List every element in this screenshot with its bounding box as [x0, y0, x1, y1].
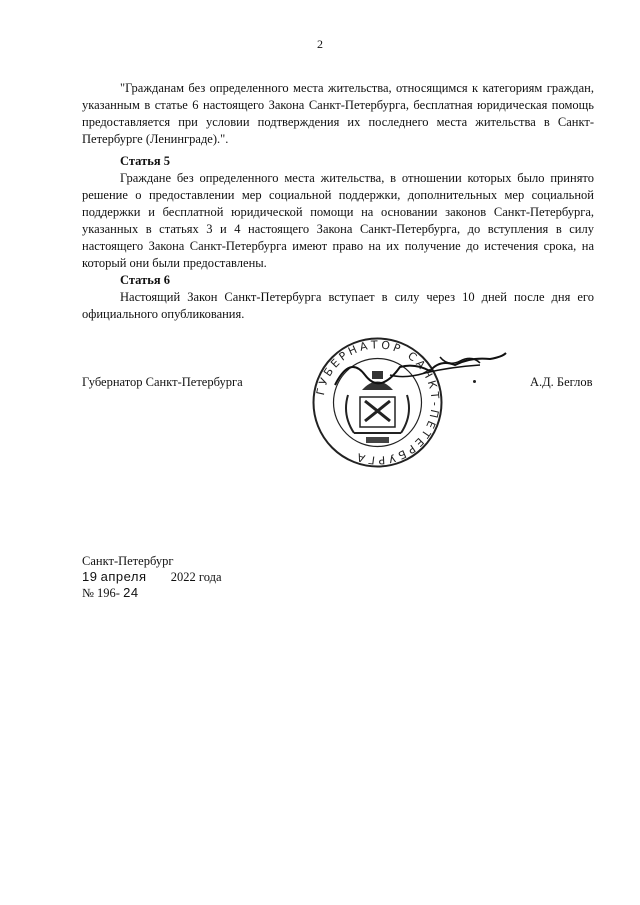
signature-dot: [473, 380, 476, 383]
footer-month: апреля: [100, 569, 147, 584]
signatory-name: А.Д. Беглов: [530, 375, 593, 389]
footer-year: 2022 года: [170, 570, 222, 584]
article-6-heading: Статья 6: [120, 273, 170, 287]
footer-day: 19: [82, 569, 98, 584]
intro-paragraph-block: [82, 80, 594, 148]
document-footer: [82, 553, 222, 601]
article-5-heading: Статья 5: [120, 154, 170, 168]
article-5: [82, 153, 594, 272]
footer-number-suffix: 24: [123, 585, 139, 600]
article-5-text: Граждане без определенного места жительства, в отношении которых было принято решение о предоставлении мер социальной поддержки, дополнительных мер социальной поддержки и бесплатной юридической помощи на основании законов Санкт-Петербурга, указанных в статьях 3 и 4 настоящего Закона Санкт-Петербурга, до вступления в силу настоящего Закона Санкт-Петербурга имеют право на их получение до истечения срока, на который они были предоставлены.: [82, 171, 594, 270]
signatory-position: Губернатор Санкт-Петербурга: [82, 375, 243, 389]
article-6-text: Настоящий Закон Санкт-Петербурга вступает в силу через 10 дней после дня его официального опубликования.: [82, 290, 594, 321]
article-6: [82, 272, 594, 323]
intro-paragraph: "Гражданам без определенного места жительства, относящимся к категориям граждан, указанным в статье 6 настоящего Закона Санкт-Петербурга, бесплатная юридическая помощь предоставляется при условии подтверждения их последнего места жительства в Санкт-Петербурге (Ленинграде).".: [82, 81, 594, 146]
page-number: 2: [317, 37, 323, 51]
footer-city: Санкт-Петербург: [82, 554, 174, 568]
footer-number: [82, 585, 222, 601]
handwritten-signature: [330, 345, 510, 395]
footer-number-prefix: № 196-: [82, 586, 120, 600]
footer-date: [82, 569, 222, 585]
seal-text: ГУБЕРНАТОР САНКТ-ПЕТЕРБУРГА: [313, 338, 442, 467]
